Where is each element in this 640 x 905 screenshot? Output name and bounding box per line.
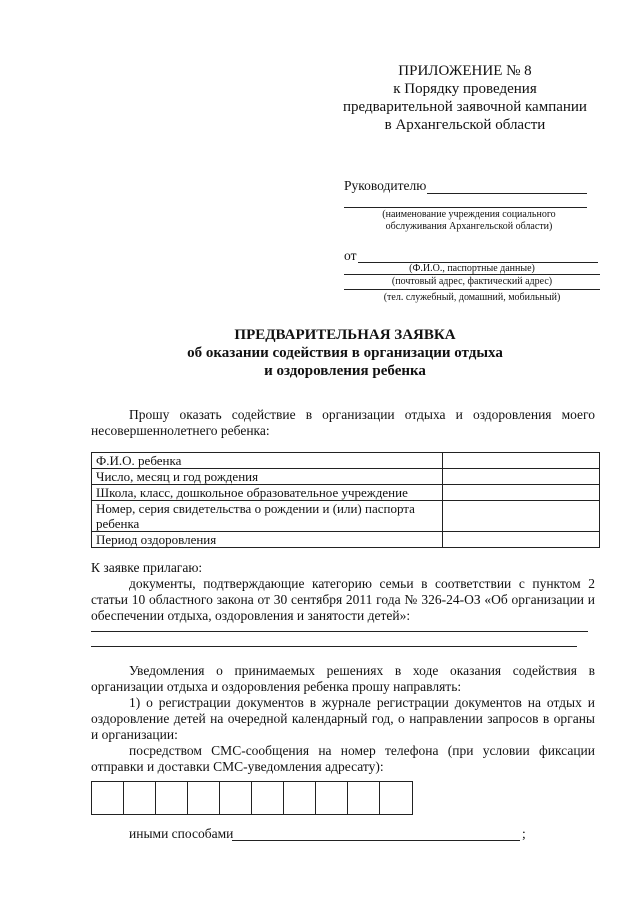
title-line-2: об оказании содействия в организации отдыха — [187, 345, 503, 361]
phone-line[interactable] — [344, 289, 600, 290]
sms-text: посредством СМС-сообщения на номер телефона (при условии фиксации отправки и доставки СМС-уведомления адресату): — [91, 743, 595, 774]
org-caption-1: (наименование учреждения социального — [382, 209, 556, 220]
other-methods-label: иными способами — [129, 826, 234, 841]
phone-digit-box[interactable] — [252, 782, 284, 814]
phone-digit-box[interactable] — [348, 782, 380, 814]
phone-digit-box[interactable] — [124, 782, 156, 814]
title-line-3: и оздоровления ребенка — [264, 363, 426, 379]
to-label: Руководителю — [344, 178, 427, 193]
attachments-section — [91, 560, 595, 624]
child-info-table — [91, 452, 600, 548]
table-row — [92, 453, 600, 469]
from-caption-1: (Ф.И.О., паспортные данные) — [409, 263, 535, 274]
appendix-header — [330, 62, 600, 134]
table-row — [92, 469, 600, 485]
notify-item-1: 1) о регистрации документов в журнале регистрации документов на отдых и оздоровление детей на очередной календарный год, о направлении запросов в органы и организации: — [91, 695, 595, 742]
phone-digit-box[interactable] — [316, 782, 348, 814]
attach-text: документы, подтверждающие категорию семьи в соответствии с пунктом 2 статьи 10 областного закона от 30 сентября 2011 года № 326-24-ОЗ «Об организации и обеспечении отдыха, оздоровления и занятости детей»: — [91, 576, 595, 623]
row-value-cell[interactable] — [443, 453, 600, 469]
phone-digit-box[interactable] — [156, 782, 188, 814]
title-line-1: ПРЕДВАРИТЕЛЬНАЯ ЗАЯВКА — [234, 327, 456, 343]
request-paragraph — [91, 407, 595, 439]
row-label: Школа, класс, дошкольное образовательное учреждение — [92, 485, 443, 501]
phone-digit-box[interactable] — [284, 782, 316, 814]
document-title — [90, 326, 600, 380]
from-caption-3: (тел. служебный, домашний, мобильный) — [383, 292, 561, 303]
table-row — [92, 485, 600, 501]
appendix-number: ПРИЛОЖЕНИЕ № 8 — [398, 63, 532, 79]
from-label: от — [344, 248, 357, 263]
org-caption-2: обслуживания Архангельской области) — [385, 221, 553, 232]
head-name-line[interactable] — [427, 193, 587, 194]
row-label: Ф.И.О. ребенка — [92, 453, 443, 469]
from-caption-2: (почтовый адрес, фактический адрес) — [391, 276, 553, 287]
attach-label: К заявке прилагаю: — [91, 560, 203, 575]
phone-digit-box[interactable] — [380, 782, 412, 814]
attachments-line-2[interactable] — [91, 646, 577, 647]
row-label: Число, месяц и год рождения — [92, 469, 443, 485]
row-label: Период оздоровления — [92, 532, 443, 548]
postal-address-line[interactable] — [344, 274, 600, 275]
phone-digit-box[interactable] — [220, 782, 252, 814]
row-value-cell[interactable] — [443, 501, 600, 532]
row-value-cell[interactable] — [443, 469, 600, 485]
row-label: Номер, серия свидетельства о рождении и (или) паспорта ребенка — [92, 501, 443, 532]
row-value-cell[interactable] — [443, 532, 600, 548]
other-methods-end: ; — [522, 826, 526, 841]
row-value-cell[interactable] — [443, 485, 600, 501]
table-row — [92, 532, 600, 548]
notify-text: Уведомления о принимаемых решениях в ходе оказания содействия в организации отдыха и оздоровления ребенка прошу направлять: — [91, 663, 595, 694]
appendix-line4: в Архангельской области — [384, 117, 546, 133]
notifications-section — [91, 663, 595, 775]
phone-digit-box[interactable] — [92, 782, 124, 814]
attachments-line-1[interactable] — [91, 631, 588, 632]
phone-digit-box[interactable] — [188, 782, 220, 814]
phone-number-boxes — [91, 781, 413, 815]
other-methods-line[interactable] — [232, 840, 520, 841]
request-text: Прошу оказать содействие в организации отдыха и оздоровления моего несовершеннолетнего ребенка: — [91, 407, 595, 438]
org-name-line[interactable] — [344, 207, 587, 208]
table-row — [92, 501, 600, 532]
appendix-line2: к Порядку проведения — [393, 81, 537, 97]
appendix-line3: предварительной заявочной кампании — [343, 99, 587, 115]
